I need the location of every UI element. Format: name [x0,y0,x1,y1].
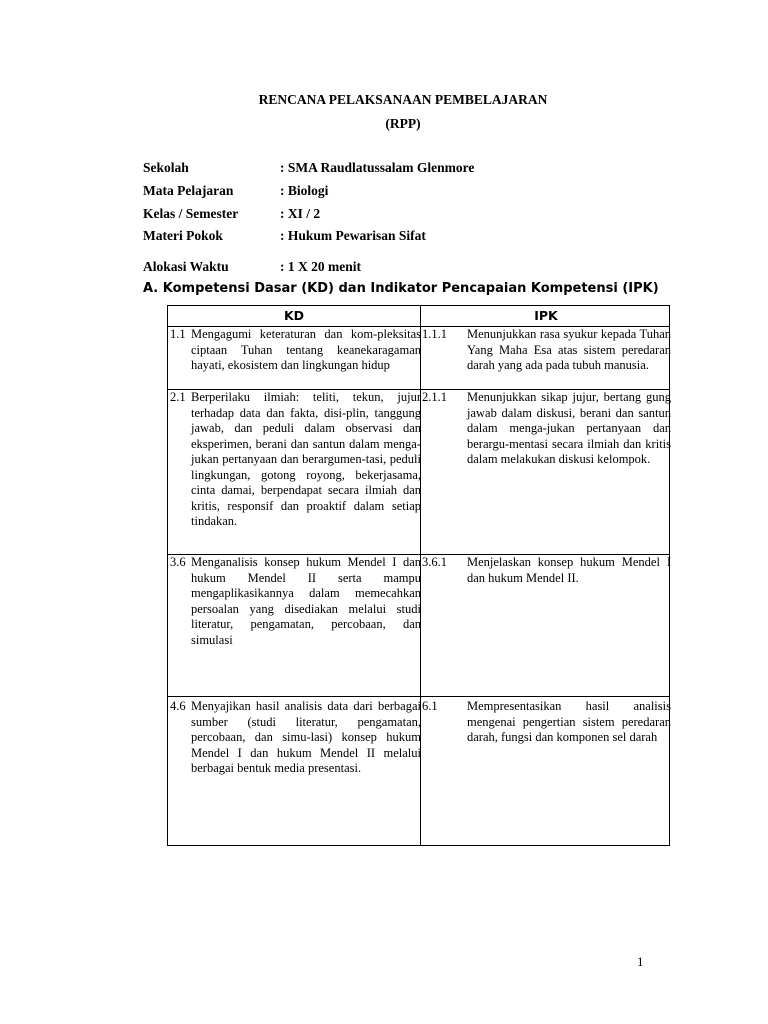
row-divider [168,696,669,697]
ipk-number: 1.1.1 [422,327,447,341]
kd-text: Menganalisis konsep hukum Mendel I dan hukum Mendel II serta mampu mengaplikasikannya dalam memecahkan persoalan yang disediakan melalui studi literatur, pengamatan, percobaan, dan simulasi [191,555,421,647]
identity-value: : Hukum Pewarisan Sifat [280,228,426,243]
document-title: RENCANA PELAKSANAAN PEMBELAJARAN [258,92,548,107]
ipk-number: 6.1 [422,699,438,713]
kd-text: Berperilaku ilmiah: teliti, tekun, jujur terhadap data dan fakta, disi-plin, tanggung jawab, dan peduli dalam observasi dan eksperimen, berani dan santun dalam menga-jukan pertanyaan dan berargumen-tasi, peduli lingkungan, gotong royong, bekerjasama, cinta damai, berpendapat secara ilmiah dan kritis, responsif dan proaktif dalam setiap tindakan. [191,390,421,528]
document-subtitle: (RPP) [385,116,421,131]
identity-label: Kelas / Semester [143,206,239,221]
identity-label: Mata Pelajaran [143,183,234,198]
identity-label: Alokasi Waktu [143,259,229,274]
identity-value: : 1 X 20 menit [280,259,361,274]
ipk-text: Mempresentasikan hasil analisis mengenai pengertian sistem peredaran darah, fungsi dan komponen sel darah [467,699,671,744]
kd-number: 3.6 [170,555,186,569]
kd-number: 4.6 [170,699,186,713]
table-header-ipk: IPK [534,308,558,323]
identity-value: : XI / 2 [280,206,321,221]
ipk-text: Menunjukkan rasa syukur kepada Tuhan Yang Maha Esa atas sistem peredaran darah yang ada pada tubuh manusia. [467,327,671,372]
table-header-kd: KD [283,308,305,323]
kd-number: 1.1 [170,327,186,341]
kd-text: Mengagumi keteraturan dan kom-pleksitas ciptaan Tuhan tentang keanekaragaman hayati, ekosistem dan lingkungan hidup [191,327,421,372]
identity-value: : Biologi [280,183,329,198]
ipk-number: 2.1.1 [422,390,447,404]
identity-value: : SMA Raudlatussalam Glenmore [280,160,475,175]
ipk-text: Menunjukkan sikap jujur, bertang gung jawab dalam diskusi, berani dan santun dalam menga-jukan pertanyaan dan berargu-mentasi secara ilmiah dan kritis dalam melakukan diskusi kelompok. [467,390,671,466]
kd-text: Menyajikan hasil analisis data dari berbagai sumber (studi literatur, pengamatan, percobaan, dan simu-lasi) konsep hukum Mendel I dan hukum Mendel II melalui berbagai bentuk media presentasi. [191,699,421,775]
kd-number: 2.1 [170,390,186,404]
identity-label: Sekolah [143,160,189,175]
ipk-number: 3.6.1 [422,555,447,569]
identity-label: Materi Pokok [143,228,223,243]
ipk-text: Menjelaskan konsep hukum Mendel I dan hukum Mendel II. [467,555,671,585]
kd-ipk-table [167,305,670,846]
section-a-heading: A. Kompetensi Dasar (KD) dan Indikator Pencapaian Kompetensi (IPK) [143,281,659,296]
page-number: 1 [637,954,644,969]
